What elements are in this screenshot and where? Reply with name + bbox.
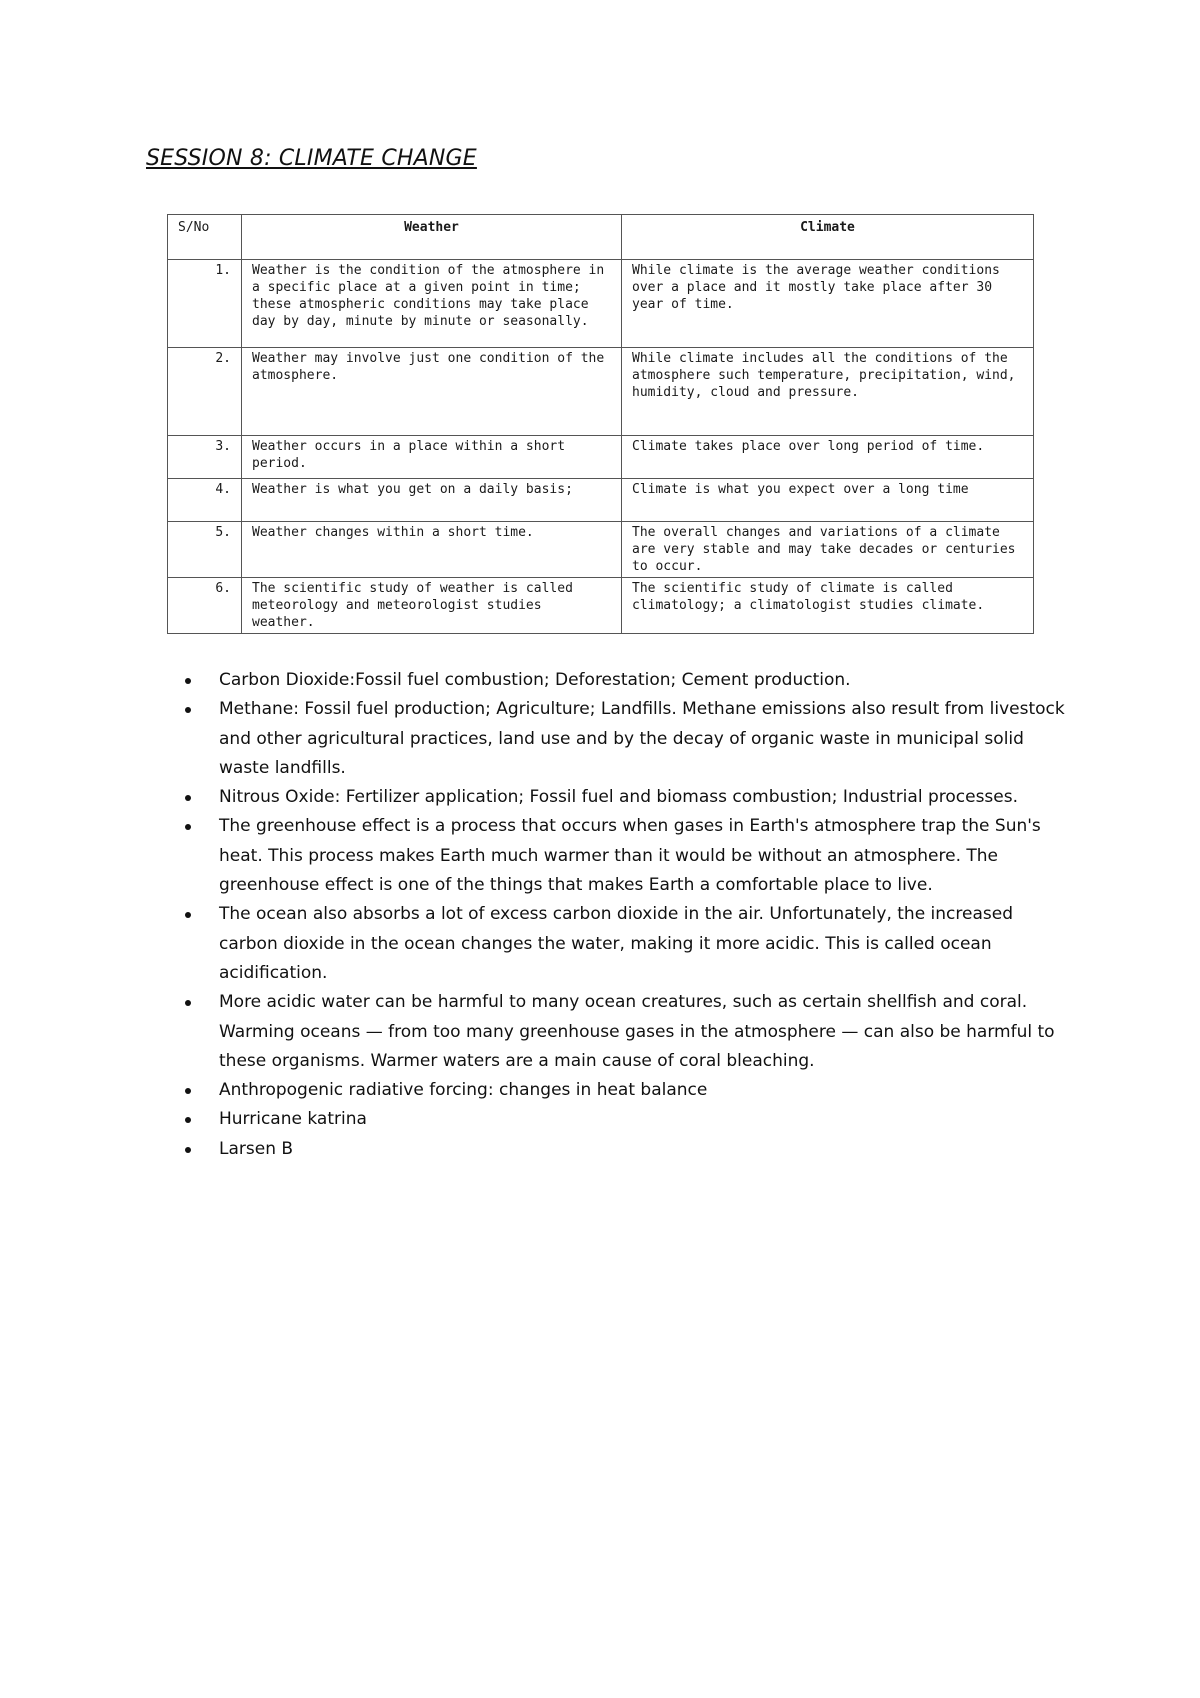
climate-cell: Climate is what you expect over a long time [622,479,1034,522]
list-item [185,812,1065,900]
row-number: 2. [168,348,242,436]
bullet-icon [185,707,191,713]
list-item-text: More acidic water can be harmful to many ocean creatures, such as certain shellfish and coral. Warming oceans — from too many greenhouse gases in the atmosphere — can also be harmful to these organisms. Warmer waters are a main cause of coral bleaching. [219,992,1055,1071]
weather-cell: Weather is what you get on a daily basis; [242,479,622,522]
header-sno: S/No [168,215,242,260]
list-item [185,695,1065,783]
bullet-icon [185,795,191,801]
list-item [185,1105,1065,1134]
weather-cell: Weather may involve just one condition of the atmosphere. [242,348,622,436]
bullet-icon [185,912,191,918]
table-row [168,578,1034,634]
climate-cell: While climate includes all the conditions of the atmosphere such temperature, precipitation, wind, humidity, cloud and pressure. [622,348,1034,436]
table-header-row [168,215,1034,260]
list-item-text: Nitrous Oxide: Fertilizer application; Fossil fuel and biomass combustion; Industrial processes. [219,787,1018,808]
row-number: 3. [168,436,242,479]
table-row [168,348,1034,436]
list-item-text: Anthropogenic radiative forcing: changes in heat balance [219,1080,708,1101]
table-row [168,522,1034,578]
row-number: 1. [168,260,242,348]
table-row [168,260,1034,348]
bullet-icon [185,1117,191,1123]
weather-cell: Weather changes within a short time. [242,522,622,578]
weather-cell: The scientific study of weather is called meteorology and meteorologist studies weather. [242,578,622,634]
header-weather: Weather [242,215,622,260]
list-item [185,1135,1065,1164]
list-item-text: Methane: Fossil fuel production; Agriculture; Landfills. Methane emissions also result from livestock and other agricultural practices, land use and by the decay of organic waste in municipal solid waste landfills. [219,699,1065,778]
climate-cell: Climate takes place over long period of time. [622,436,1034,479]
list-item-text: Larsen B [219,1138,294,1159]
bullet-icon [185,1088,191,1094]
climate-cell: The scientific study of climate is called climatology; a climatologist studies climate. [622,578,1034,634]
table-row [168,479,1034,522]
weather-cell: Weather occurs in a place within a short period. [242,436,622,479]
row-number: 6. [168,578,242,634]
climate-cell: While climate is the average weather conditions over a place and it mostly take place after 30 year of time. [622,260,1034,348]
table-row [168,436,1034,479]
bullet-icon [185,1000,191,1006]
list-item-text: The ocean also absorbs a lot of excess carbon dioxide in the air. Unfortunately, the increased carbon dioxide in the ocean changes the water, making it more acidic. This is called ocean acidification. [219,904,1014,983]
list-item [185,988,1065,1076]
bullet-icon [185,824,191,830]
bullet-list [185,666,1065,1164]
weather-climate-table [167,214,1034,634]
page-title: SESSION 8: CLIMATE CHANGE [146,146,477,171]
row-number: 5. [168,522,242,578]
row-number: 4. [168,479,242,522]
list-item [185,900,1065,988]
list-item-text: The greenhouse effect is a process that occurs when gases in Earth's atmosphere trap the Sun's heat. This process makes Earth much warmer than it would be without an atmosphere. The greenhouse effect is one of the things that makes Earth a comfortable place to live. [219,816,1041,896]
list-item-text: Hurricane katrina [219,1109,367,1130]
list-item [185,783,1065,812]
header-climate: Climate [622,215,1034,260]
list-item-text: Carbon Dioxide:Fossil fuel combustion; Deforestation; Cement production. [219,670,851,690]
list-item [185,666,1065,695]
bullet-icon [185,678,191,684]
climate-cell: The overall changes and variations of a climate are very stable and may take decades or centuries to occur. [622,522,1034,578]
bullet-icon [185,1147,191,1153]
list-item [185,1076,1065,1105]
weather-cell: Weather is the condition of the atmosphere in a specific place at a given point in time; these atmospheric conditions may take place day by day, minute by minute or seasonally. [242,260,622,348]
